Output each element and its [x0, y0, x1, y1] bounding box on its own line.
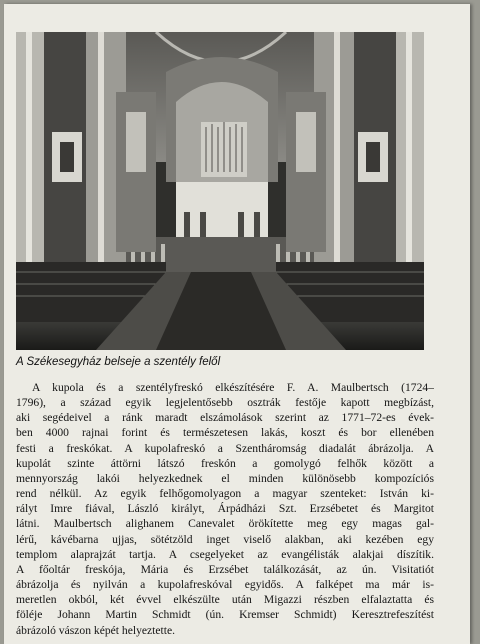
text-line: ábrázoló vászon képét helyeztette.	[16, 623, 176, 637]
text-line: rend nélkül. Az egyik felhőgomolyagon a magyar szenteket: István ki-	[16, 487, 434, 501]
text-line: meretlen okból, két évvel elkészülte után Migazzi részben elfalaztatta és	[16, 593, 434, 607]
text-line: kupolát szinte áttörni látszó freskón a gomolygó felhők között a	[16, 456, 434, 470]
text-line: A kupola és a szentélyfreskó elkészítésére F. A. Maulbertsch (1724–	[32, 381, 434, 394]
text-line: festi a freskókat. A kupolafreskó a Szentháromság diadalát ábrázolja. A	[16, 441, 434, 455]
book-page	[4, 4, 470, 644]
text-line: ben 4000 rajnai forint és természetesen lakás, koszt és bor ellenében	[16, 426, 434, 440]
cathedral-interior-illustration	[16, 32, 424, 350]
text-line: mennyország lakói helyezkednek el minden különösebb kompozíciós	[16, 471, 434, 485]
text-line: föléje Johann Martin Schmidt (ún. Kremser Schmidt) Keresztrefeszítést	[16, 608, 434, 622]
text-line: lérű, kávébarna ujjas, sötétzöld inget viselő alakban, aki kezében egy	[16, 532, 434, 546]
text-line: templom alaprajzát tartja. A csegelyeket az evangélisták alakjai díszítik.	[16, 547, 434, 561]
text-line: aki segédeivel a ránk maradt elszámolások szerint az 1771–72-es évek-	[16, 411, 434, 425]
cathedral-interior-photo	[16, 32, 424, 350]
body-paragraph	[16, 380, 434, 638]
photo-caption: A Székesegyház belseje a szentély felől	[16, 356, 221, 368]
text-line: A főoltár freskója, Mária és Erzsébet találkozását, az ún. Visitatiót	[16, 562, 434, 576]
text-line: 1796), a század egyik legjelentősebb osztrák festője kapott megbízást,	[16, 396, 434, 410]
text-line: látni. Maulbertsch alighanem Canevalet örökítette meg egy magas gal-	[16, 517, 434, 531]
text-line: rályt Imre fiával, László királyt, Árpádházi Szt. Erzsébetet és Margitot	[16, 502, 434, 516]
text-line: ábrázolja és nyilván a kupolafreskóval egyidős. A falképet ma már is-	[16, 578, 434, 592]
